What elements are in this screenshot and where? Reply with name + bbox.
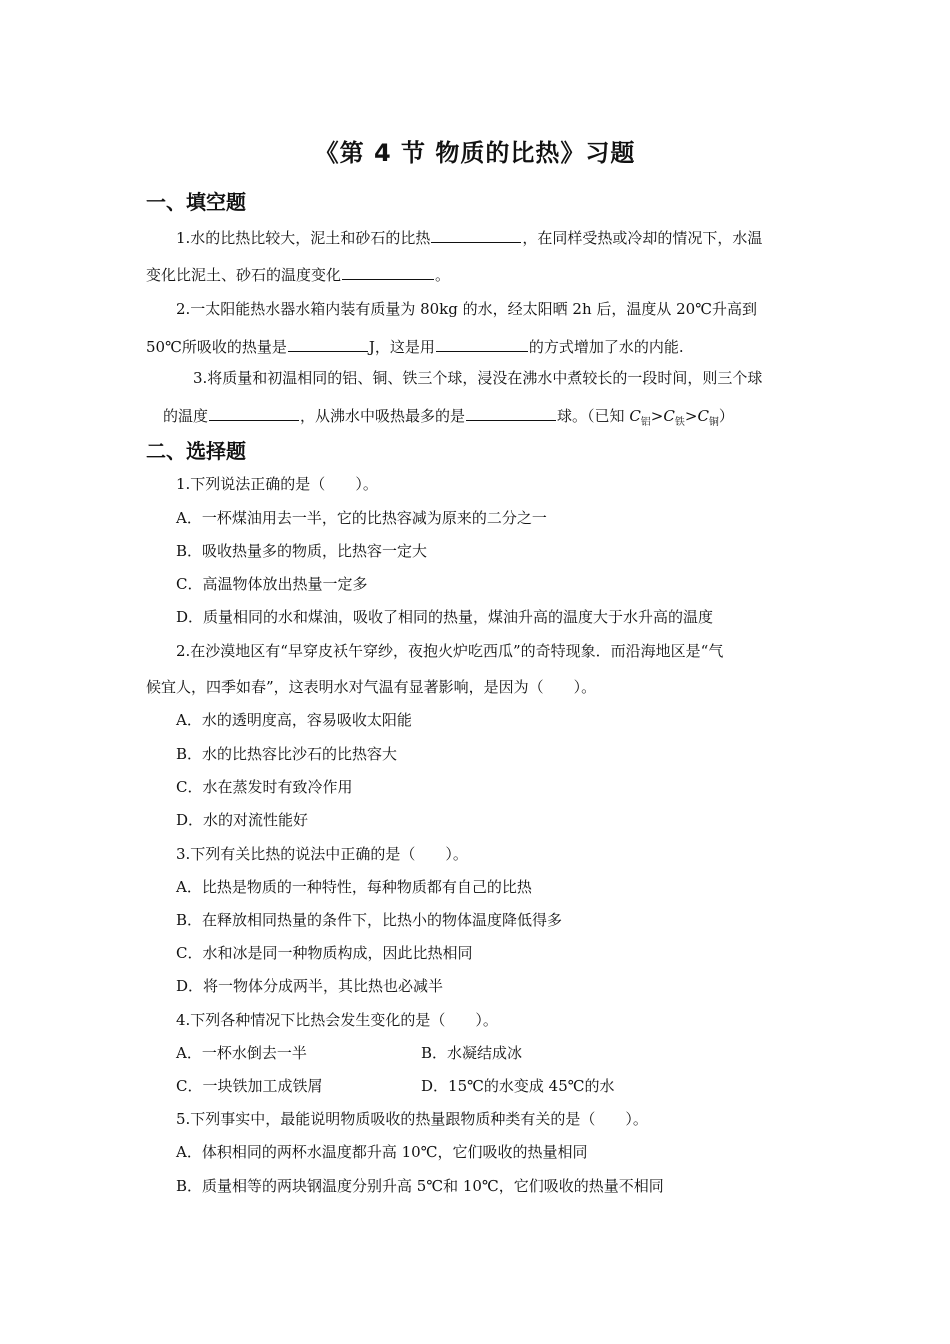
answer-blank[interactable] (466, 404, 556, 421)
symbol-c: C (697, 407, 709, 425)
choice-q2-stem-line1: 2.在沙漠地区有“早穿皮袄午穿纱，夜抱火炉吃西瓜”的奇特现象．而沿海地区是“气 (176, 642, 724, 660)
choice-q2-stem-line2: 候宜人，四季如春”，这表明水对气温有显著影响，是因为（ ）。 (146, 678, 597, 696)
choice-q2-option-a[interactable]: A．水的透明度高，容易吸收太阳能 (176, 711, 412, 729)
sub-aluminum: 铝 (640, 417, 651, 428)
answer-blank[interactable] (431, 226, 521, 243)
section-heading-choice: 二、选择题 (146, 439, 246, 463)
choice-q1-stem: 1.下列说法正确的是（ ）。 (176, 475, 378, 493)
fill-q3-text-b: ，从沸水中吸热最多的是 (300, 407, 466, 425)
symbol-c: C (663, 407, 675, 425)
choice-q3-stem: 3.下列有关比热的说法中正确的是（ ）。 (176, 845, 468, 863)
choice-q1-option-c[interactable]: C．高温物体放出热量一定多 (176, 575, 368, 593)
choice-q4-option-d[interactable]: D．15℃的水变成 45℃的水 (421, 1077, 615, 1095)
section-heading-fill-in: 一、填空题 (146, 190, 246, 214)
fill-q2-line2 (146, 335, 684, 357)
gt-symbol: > (650, 407, 664, 425)
fill-q1-text-a: 1.水的比热比较大，泥土和砂石的比热 (176, 229, 431, 247)
answer-blank[interactable] (288, 335, 368, 352)
choice-q3-option-b[interactable]: B．在释放相同热量的条件下，比热小的物体温度降低得多 (176, 911, 563, 929)
choice-q5-option-a[interactable]: A．体积相同的两杯水温度都升高 10℃，它们吸收的热量相同 (176, 1143, 588, 1161)
symbol-c: C (629, 407, 641, 425)
choice-q1-option-d[interactable]: D．质量相同的水和煤油，吸收了相同的热量，煤油升高的温度大于水升高的温度 (176, 608, 714, 626)
choice-q3-option-a[interactable]: A．比热是物质的一种特性，每种物质都有自己的比热 (176, 878, 532, 896)
choice-q4-stem: 4.下列各种情况下比热会发生变化的是（ ）。 (176, 1011, 498, 1029)
fill-q3-line2 (163, 404, 734, 433)
sub-copper: 铜 (708, 417, 719, 428)
fill-q3-line1: 3.将质量和初温相同的铝、铜、铁三个球，浸没在沸水中煮较长的一段时间，则三个球 (193, 369, 763, 387)
fill-q2-text-b: J，这是用 (368, 338, 435, 356)
choice-q5-stem: 5.下列事实中，最能说明物质吸收的热量跟物质种类有关的是（ ）。 (176, 1110, 648, 1128)
fill-q1-line2 (146, 263, 450, 285)
close-paren: ） (718, 407, 734, 425)
answer-blank[interactable] (342, 263, 434, 280)
choice-q3-option-c[interactable]: C．水和冰是同一种物质构成，因此比热相同 (176, 944, 473, 962)
fill-q1-text-d: 。 (435, 266, 451, 284)
sub-iron: 铁 (674, 417, 685, 428)
fill-q1-text-b: ，在同样受热或冷却的情况下，水温 (522, 229, 763, 247)
choice-q2-option-c[interactable]: C．水在蒸发时有致冷作用 (176, 778, 353, 796)
gt-symbol: > (684, 407, 698, 425)
choice-q2-option-d[interactable]: D．水的对流性能好 (176, 811, 309, 829)
choice-q1-option-b[interactable]: B．吸收热量多的物质，比热容一定大 (176, 542, 428, 560)
answer-blank[interactable] (209, 404, 299, 421)
choice-q4-option-a[interactable]: A．一杯水倒去一半 (176, 1044, 307, 1062)
fill-q3-text-c: 球。（已知 (557, 407, 630, 425)
page-title: 《第 4 节 物质的比热》习题 (314, 139, 636, 167)
fill-q2-text-a: 50℃所吸收的热量是 (146, 338, 287, 356)
fill-q1-line1 (176, 226, 762, 248)
fill-q1-text-c: 变化比泥土、砂石的温度变化 (146, 266, 342, 284)
choice-q1-option-a[interactable]: A．一杯煤油用去一半，它的比热容减为原来的二分之一 (176, 509, 547, 527)
choice-q4-option-b[interactable]: B．水凝结成冰 (421, 1044, 523, 1062)
fill-q2-line1: 2.一太阳能热水器水箱内装有质量为 80kg 的水，经太阳晒 2h 后，温度从 20℃升高到 (176, 300, 758, 318)
choice-q2-option-b[interactable]: B．水的比热容比沙石的比热容大 (176, 745, 398, 763)
choice-q5-option-b[interactable]: B．质量相等的两块钢温度分别升高 5℃和 10℃，它们吸收的热量不相同 (176, 1177, 664, 1195)
fill-q2-text-c: 的方式增加了水的内能. (528, 338, 684, 356)
answer-blank[interactable] (436, 335, 528, 352)
fill-q3-text-a: 的温度 (163, 407, 209, 425)
choice-q3-option-d[interactable]: D．将一物体分成两半，其比热也必减半 (176, 977, 444, 995)
choice-q4-option-c[interactable]: C．一块铁加工成铁屑 (176, 1077, 323, 1095)
